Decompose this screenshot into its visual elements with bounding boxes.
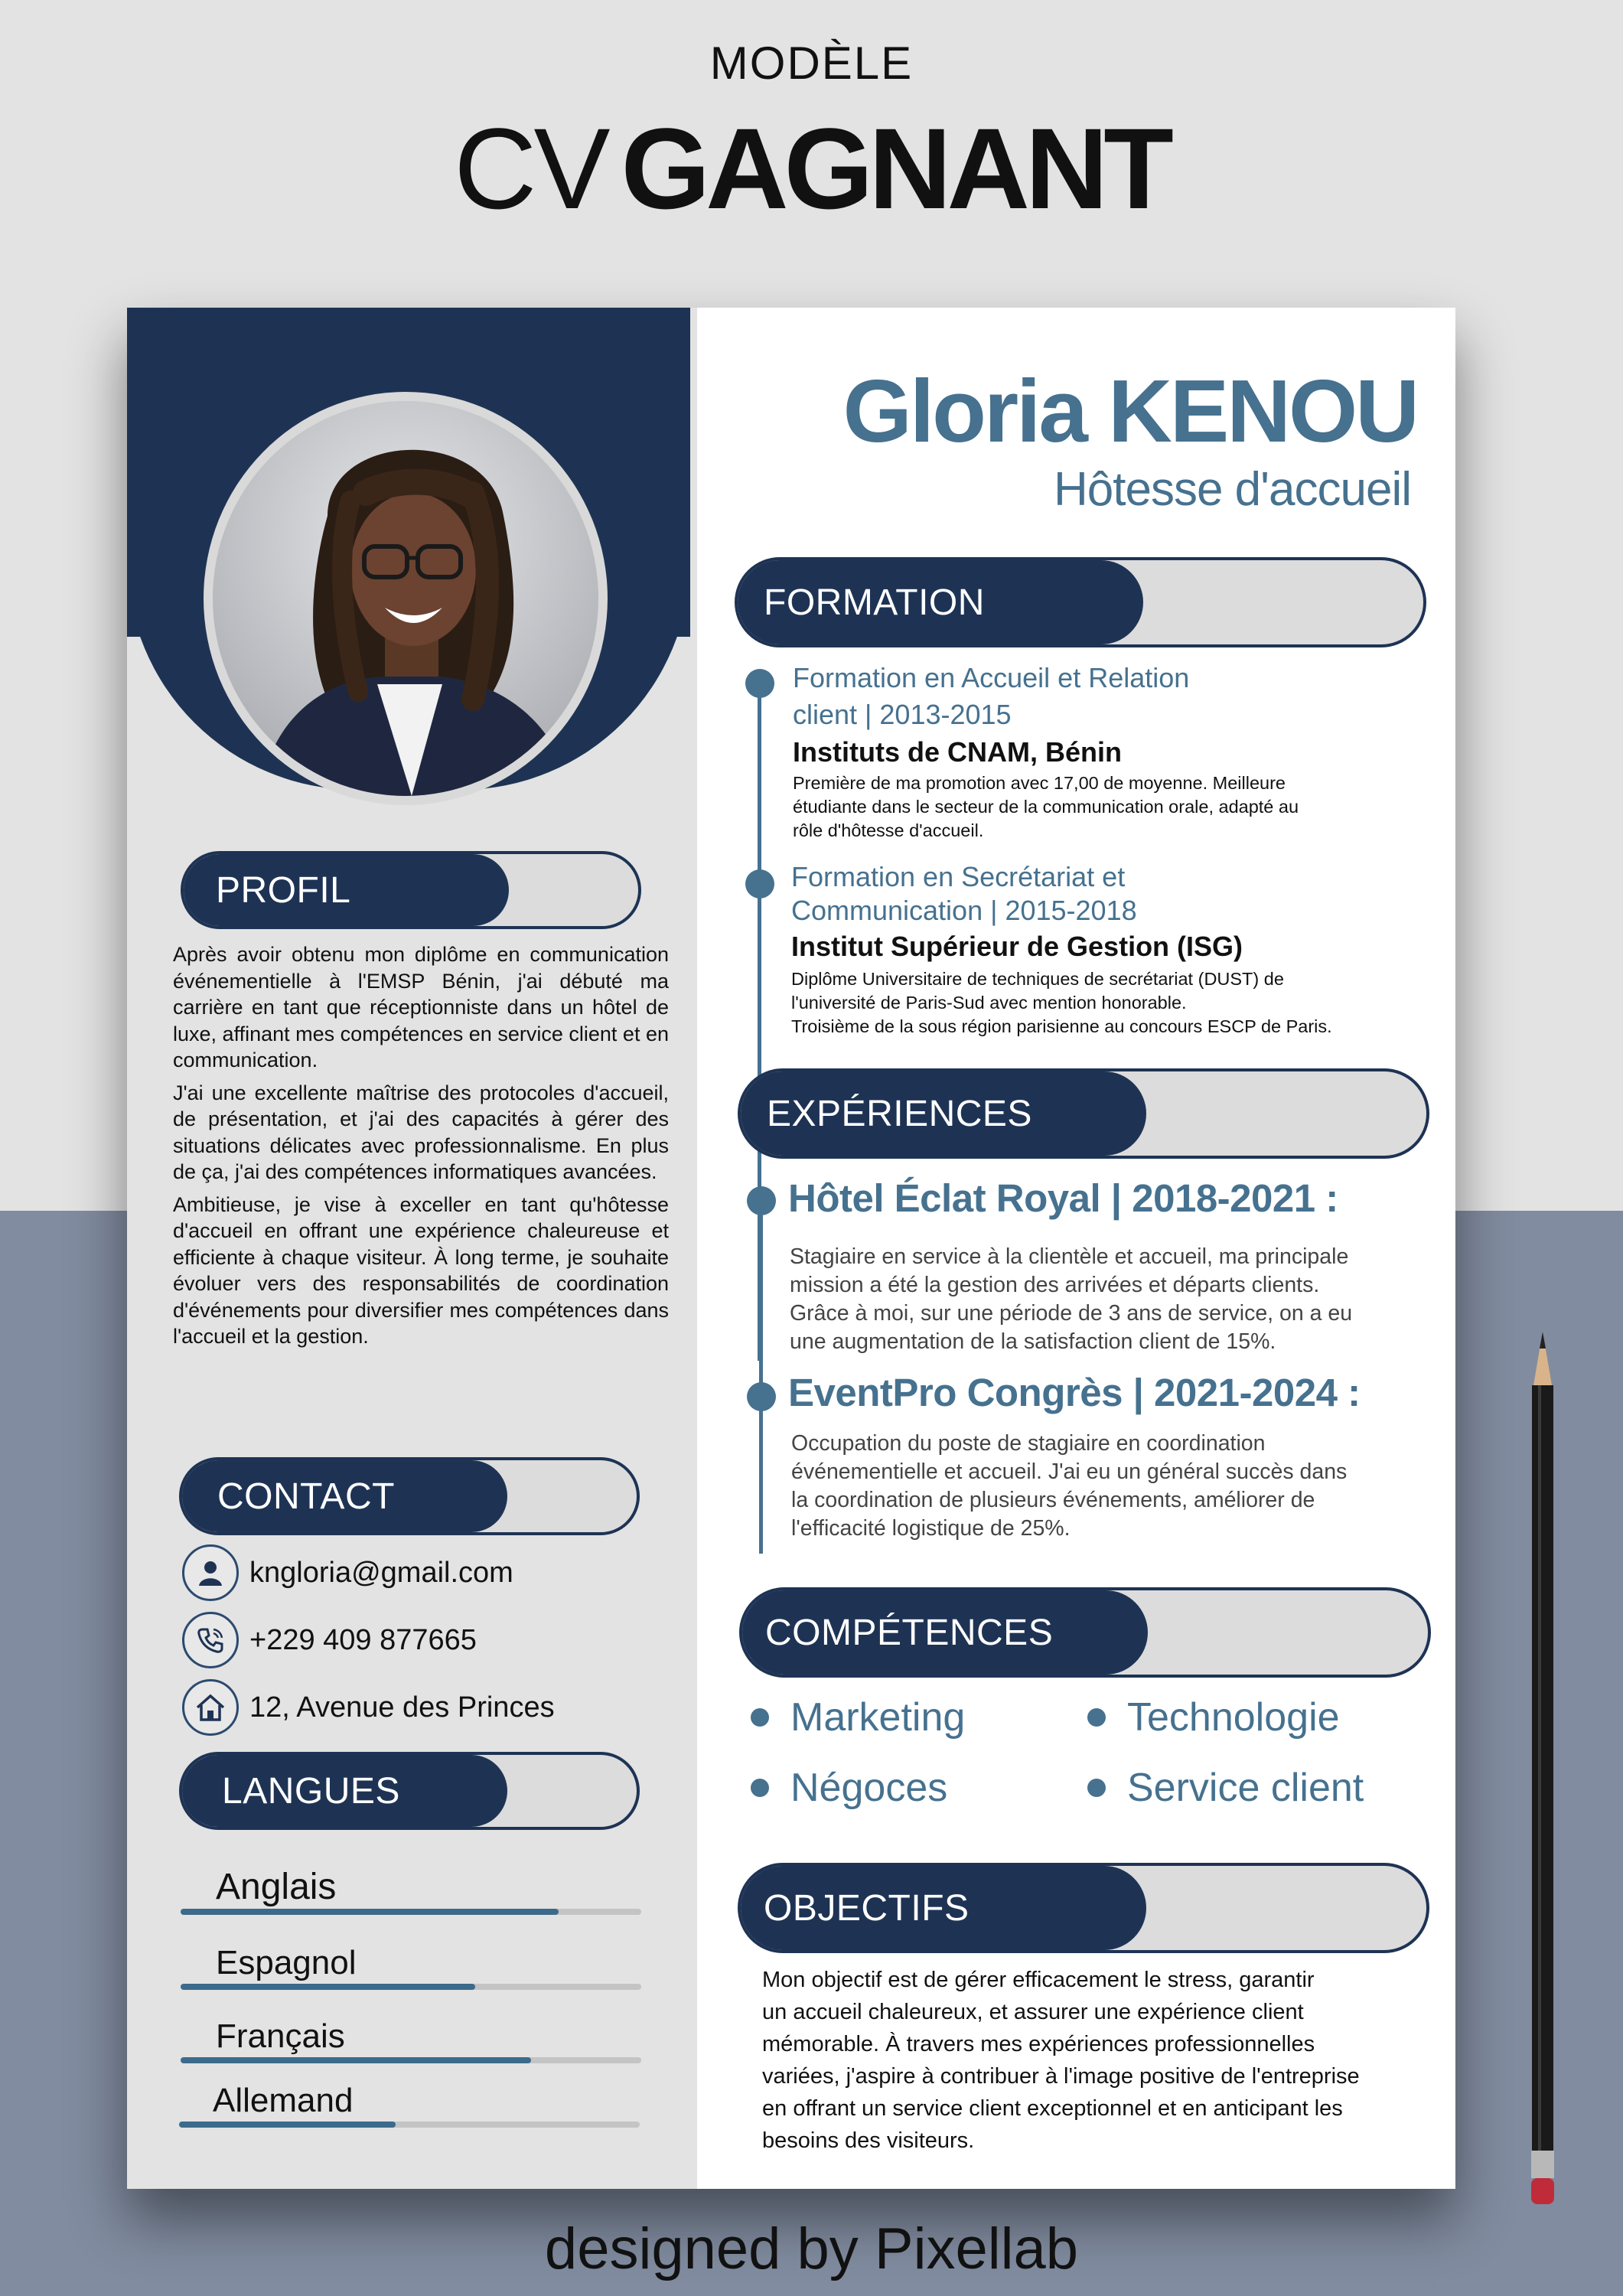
header-gagnant: GAGNANT	[621, 104, 1169, 233]
formation-description	[793, 771, 1299, 843]
profile-photo	[213, 401, 598, 796]
language-bar-fill	[181, 2057, 531, 2063]
experience-description	[790, 1243, 1352, 1356]
section-title-langues: LANGUES	[222, 1770, 400, 1812]
experience-desc-line: événementielle et accueil. J'ai eu un général succès dans	[791, 1459, 1348, 1484]
formation-desc-line: rôle d'hôtesse d'accueil.	[793, 820, 984, 840]
formation-school: Institut Supérieur de Gestion (ISG)	[791, 931, 1243, 962]
bullet-icon	[751, 1779, 769, 1797]
portrait-illustration	[213, 401, 598, 796]
skill-label: Marketing	[790, 1695, 966, 1740]
formation-school: Instituts de CNAM, Bénin	[793, 736, 1122, 768]
experience-title: Hôtel Éclat Royal | 2018-2021 :	[788, 1176, 1338, 1220]
objectifs-text	[762, 1964, 1360, 2157]
formation-title-line: Formation en Secrétariat et	[791, 861, 1126, 892]
section-header-experiences	[738, 1068, 1429, 1159]
language-name: Anglais	[216, 1867, 337, 1907]
language-name: Espagnol	[216, 1944, 357, 1981]
language-bar	[179, 2122, 640, 2128]
section-title-contact: CONTACT	[217, 1476, 395, 1517]
formation-title	[791, 860, 1137, 928]
header-cv: CV	[454, 104, 608, 233]
formation-desc-line: Diplôme Universitaire de techniques de secrétariat (DUST) de	[791, 969, 1284, 989]
section-title-formation: FORMATION	[764, 582, 985, 623]
skill-item	[1087, 1694, 1340, 1740]
header-title	[0, 104, 1623, 233]
language-bar-fill	[179, 2122, 396, 2128]
section-title-experiences: EXPÉRIENCES	[767, 1093, 1032, 1134]
person-name: Gloria KENOU	[842, 361, 1417, 461]
formation-description	[791, 967, 1332, 1039]
experience-desc-line: l'efficacité logistique de 25%.	[791, 1516, 1071, 1541]
objectifs-line: Mon objectif est de gérer efficacement le stress, garantir	[762, 1968, 1315, 1992]
footer-credit: designed by Pixellab	[544, 2216, 1079, 2281]
formation-desc-line: étudiante dans le secteur de la communication orale, adapté au	[793, 797, 1299, 817]
formation-title-line: Communication | 2015-2018	[791, 895, 1137, 926]
objectifs-line: besoins des visiteurs.	[762, 2128, 975, 2153]
skill-item	[751, 1765, 947, 1811]
person-role: Hôtesse d'accueil	[1054, 463, 1411, 516]
language-bar	[181, 1909, 641, 1915]
formation-desc-line: l'université de Paris-Sud avec mention honorable.	[791, 993, 1187, 1013]
resume-page	[127, 308, 1455, 2189]
bullet-icon	[1087, 1708, 1106, 1727]
profil-paragraph: Ambitieuse, je vise à exceller en tant qu'hôtesse d'accueil en offrant une expérience chaleureuse et efficiente à chaque visiteur. À long terme, je souhaite évoluer vers des responsabilités de coordination d'événements pour diversifier mes compétences dans l'accueil et la gestion.	[173, 1192, 669, 1348]
section-title-objectifs: OBJECTIFS	[764, 1887, 970, 1929]
formation-title-line: client | 2013-2015	[793, 699, 1012, 730]
section-header-competences	[739, 1587, 1431, 1678]
contact-address-text: 12, Avenue des Princes	[249, 1691, 555, 1724]
formation-desc-line: Première de ma promotion avec 17,00 de moyenne. Meilleure	[793, 773, 1286, 793]
pencil-decoration	[1527, 1332, 1558, 2204]
profil-paragraph: Après avoir obtenu mon diplôme en communication événementielle à l'EMSP Bénin, j'ai débuté ma carrière en tant que réceptionniste dans un hôtel de luxe, affinant mes compétences en service client et en communication.	[173, 943, 669, 1071]
bullet-icon	[1087, 1779, 1106, 1797]
section-header-profil	[181, 851, 641, 929]
contact-phone[interactable]	[182, 1609, 477, 1671]
experience-desc-line: une augmentation de la satisfaction client de 15%.	[790, 1329, 1276, 1354]
experience-title: EventPro Congrès | 2021-2024 :	[788, 1371, 1361, 1414]
skill-item	[1087, 1765, 1364, 1811]
experience-desc-line: Occupation du poste de stagiaire en coordination	[791, 1431, 1266, 1456]
skill-label: Négoces	[790, 1766, 948, 1810]
timeline-dot	[747, 1382, 776, 1411]
experience-description	[791, 1430, 1347, 1543]
contact-email[interactable]	[182, 1541, 513, 1604]
experience-desc-line: mission a été la gestion des arrivées et départs clients.	[790, 1273, 1320, 1297]
experience-timeline	[759, 1194, 763, 1554]
formation-desc-line: Troisième de la sous région parisienne au concours ESCP de Paris.	[791, 1016, 1332, 1036]
timeline-dot	[747, 1186, 776, 1215]
experience-desc-line: Stagiaire en service à la clientèle et accueil, ma principale	[790, 1244, 1349, 1269]
language-bar-fill	[181, 1909, 559, 1915]
phone-icon	[182, 1612, 239, 1668]
section-header-contact	[179, 1457, 640, 1535]
formation-title	[793, 660, 1189, 733]
language-name: Français	[216, 2017, 345, 2055]
language-bar-fill	[181, 1984, 475, 1990]
section-title-profil: PROFIL	[216, 869, 351, 911]
profil-paragraph: J'ai une excellente maîtrise des protocoles d'accueil, de présentation, et j'ai des capacités à gérer des situations délicates avec professionnalisme. En plus de ça, j'ai des compétences informatiques avancées.	[173, 1081, 669, 1183]
formation-title-line: Formation en Accueil et Relation	[793, 662, 1190, 693]
objectifs-line: un accueil chaleureux, et assurer une expérience client	[762, 2000, 1304, 2024]
section-header-objectifs	[738, 1863, 1429, 1953]
contact-phone-text: +229 409 877665	[249, 1623, 477, 1656]
user-icon	[182, 1544, 239, 1601]
language-bar	[181, 1984, 641, 1990]
objectifs-line: variées, j'aspire à contribuer à l'image positive de l'entreprise	[762, 2064, 1360, 2089]
timeline-dot	[745, 869, 774, 899]
skill-item	[751, 1694, 965, 1740]
skill-label: Technologie	[1127, 1695, 1340, 1740]
timeline-dot	[745, 669, 774, 698]
objectifs-line: en offrant un service client exceptionnel et en anticipant les	[762, 2096, 1343, 2121]
bullet-icon	[751, 1708, 769, 1727]
contact-address[interactable]	[182, 1676, 555, 1739]
section-title-competences: COMPÉTENCES	[765, 1612, 1054, 1653]
language-bar	[181, 2057, 641, 2063]
section-header-langues	[179, 1752, 640, 1830]
skill-label: Service client	[1127, 1766, 1364, 1810]
experience-desc-line: la coordination de plusieurs événements, améliorer de	[791, 1488, 1315, 1512]
contact-email-text: kngloria@gmail.com	[249, 1556, 513, 1589]
home-icon	[182, 1679, 239, 1736]
objectifs-line: mémorable. À travers mes expériences professionnelles	[762, 2032, 1315, 2056]
profil-text	[173, 941, 669, 1356]
section-header-formation	[735, 557, 1426, 647]
header-subtitle: MODÈLE	[709, 38, 914, 89]
language-name: Allemand	[213, 2082, 354, 2119]
experience-desc-line: Grâce à moi, sur une période de 3 ans de service, on a eu	[790, 1301, 1353, 1326]
